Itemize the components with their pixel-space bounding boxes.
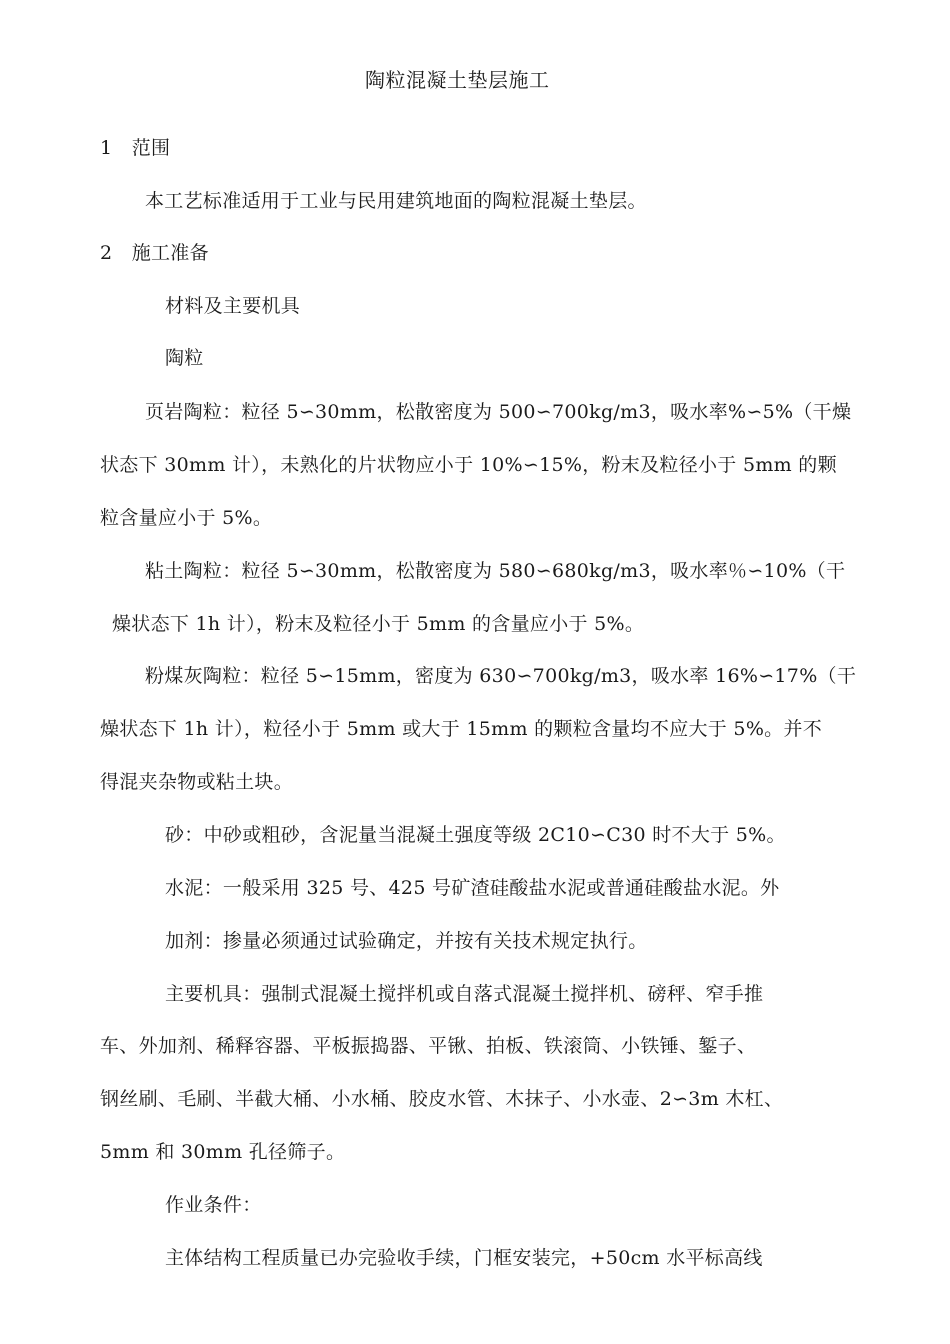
paragraph-line: 主体结构工程质量已办完验收手续，门框安装完，+50cm 水平标高线 xyxy=(165,1247,763,1269)
paragraph-line: 燥状态下 1h 计），粉末及粒径小于 5mm 的含量应小于 5%。 xyxy=(112,613,645,635)
paragraph-line: 加剂：掺量必须通过试验确定，并按有关技术规定执行。 xyxy=(165,930,648,952)
section-heading-scope: 1 范围 xyxy=(100,137,171,159)
paragraph-line: 水泥：一般采用 325 号、425 号矿渣硅酸盐水泥或普通硅酸盐水泥。外 xyxy=(165,877,780,899)
paragraph-line: 砂：中砂或粗砂，含泥量当混凝土强度等级 2C10∽C30 时不大于 5%。 xyxy=(165,824,786,846)
subheading-materials: 材料及主要机具 xyxy=(165,295,301,317)
document-title: 陶粒混凝土垫层施工 xyxy=(365,68,550,92)
paragraph-line: 粒含量应小于 5%。 xyxy=(100,507,273,529)
section-heading-preparation: 2 施工准备 xyxy=(100,242,209,264)
paragraph-line: 粉煤灰陶粒：粒径 5∽15mm，密度为 630∽700kg/m3，吸水率 16%∽17%（干 xyxy=(145,665,857,687)
paragraph-line: 钢丝刷、毛刷、半截大桶、小水桶、胶皮水管、木抹子、小水壶、2∽3m 木杠、 xyxy=(100,1088,784,1110)
subheading-ceramsite: 陶粒 xyxy=(165,347,204,369)
paragraph-line: 页岩陶粒：粒径 5∽30mm，松散密度为 500∽700kg/m3，吸水率%∽5%（干燥 xyxy=(145,401,852,423)
paragraph-line: 本工艺标准适用于工业与民用建筑地面的陶粒混凝土垫层。 xyxy=(145,190,647,212)
paragraph-line: 粘土陶粒：粒径 5∽30mm，松散密度为 580∽680kg/m3，吸水率％∽10%（干 xyxy=(145,560,846,582)
paragraph-line: 状态下 30mm 计），未熟化的片状物应小于 10%∽15%，粉末及粒径小于 5mm 的颗 xyxy=(100,454,837,476)
paragraph-line: 5mm 和 30mm 孔径筛子。 xyxy=(100,1141,346,1163)
subheading-work-conditions: 作业条件： xyxy=(165,1194,262,1216)
paragraph-line: 主要机具：强制式混凝土搅拌机或自落式混凝土搅拌机、磅秤、窄手推 xyxy=(165,983,764,1005)
paragraph-line: 得混夹杂物或粘土块。 xyxy=(100,771,294,793)
paragraph-line: 车、外加剂、稀释容器、平板振捣器、平锹、拍板、铁滚筒、小铁锤、錾子、 xyxy=(100,1035,757,1057)
paragraph-line: 燥状态下 1h 计），粒径小于 5mm 或大于 15mm 的颗粒含量均不应大于 5%。并不 xyxy=(100,718,823,740)
